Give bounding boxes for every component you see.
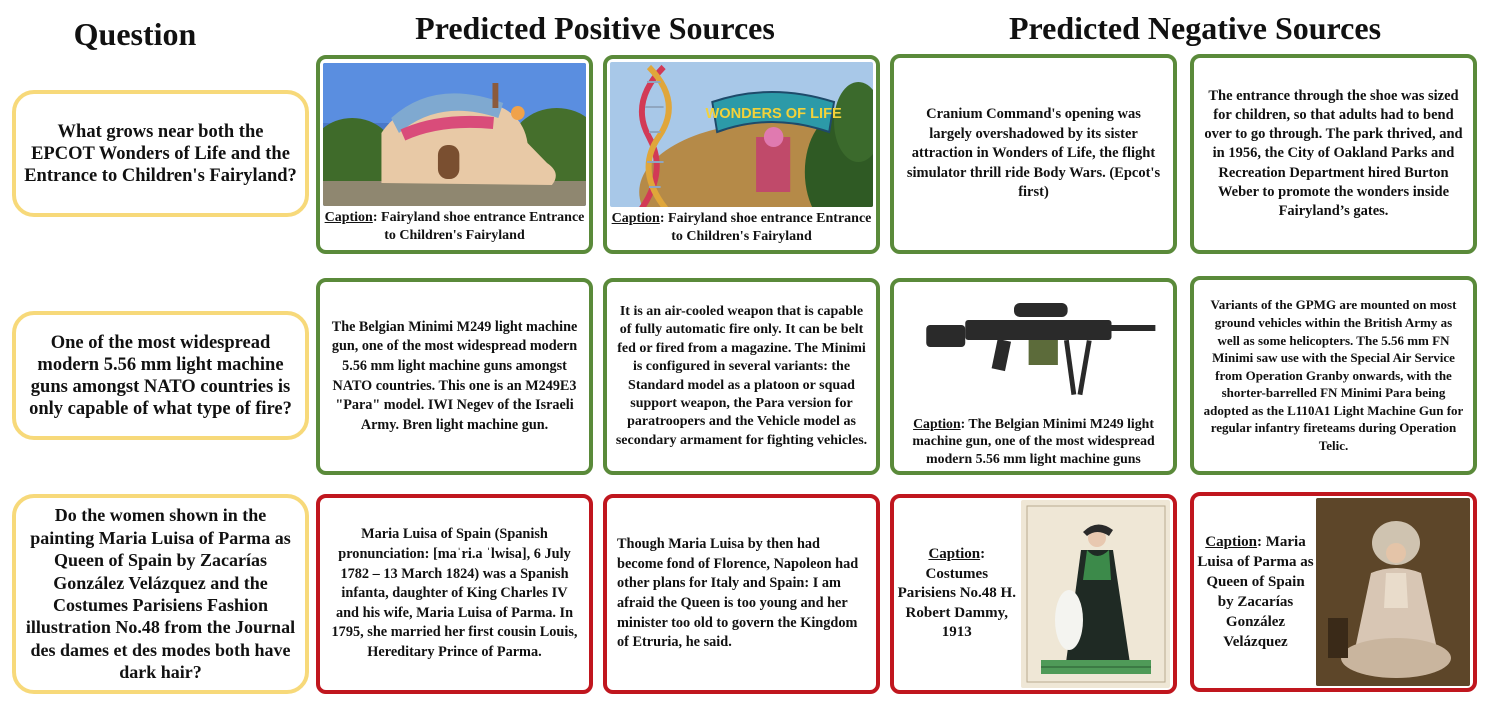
source-text-3-2: Though Maria Luisa by then had become fond of Florence, Napoleon had other plans for Italy and Spain: I am afraid the Queen is too young and her minister too old to govern the Kingdom of Etruria, he said.: [617, 536, 859, 651]
maria-luisa-painting-image: [1316, 498, 1470, 686]
question-text-1: What grows near both the EPCOT Wonders of Life and the Entrance to Children's Fairyland?: [24, 121, 297, 186]
caption-2-3: Caption: The Belgian Minimi M249 light machine gun, one of the most widespread modern 5.56 mm light machine guns: [912, 415, 1155, 466]
negative-source-card-3-1: [890, 494, 1177, 694]
positive-source-card-1-1: [316, 55, 593, 254]
positive-source-card-3-2: [603, 494, 880, 694]
source-text-3-1: Maria Luisa of Spain (Spanish pronunciation: [maˈri.a ˈlwisa], 6 July 1782 – 13 March 1824) was a Spanish infanta, daughter of King Charles IV and his wife, Maria Luisa of Parma. In 1795, she married her first cousin Louis, Hereditary Prince of Parma.: [331, 526, 578, 660]
caption-3-4: Caption: Maria Luisa of Parma as Queen of Spain by Zacarías González Velázquez: [1197, 534, 1314, 650]
question-header: Question: [73, 16, 197, 52]
source-text-2-4: Variants of the GPMG are mounted on most ground vehicles within the British Army as well as some helicopters. The 5.56 mm FN Minimi saw use with the Special Air Service from Operation Granby onwards, with the shorter-barrelled FN Minimi Para being adopted as the L110A1 Light Machine Gun for regular infantry fireteams during Operation Telic.: [1203, 297, 1464, 454]
machine-gun-image: [897, 285, 1170, 412]
question-box-2: [12, 311, 309, 440]
caption-text: Costumes Parisiens No.48 H. Robert Dammy, 1913: [897, 565, 1016, 641]
negative-source-card-1-2: [1190, 54, 1477, 254]
caption-text: Fairyland shoe entrance Entrance to Children's Fairyland: [668, 211, 872, 244]
negative-source-card-2-1: [890, 278, 1177, 475]
caption-label: Caption: [913, 415, 961, 431]
caption-label: Caption: [928, 546, 981, 563]
caption-text: Fairyland shoe entrance Entrance to Children's Fairyland: [381, 210, 585, 243]
negative-source-card-2-2: [1190, 276, 1477, 475]
source-text-2-1: The Belgian Minimi M249 light machine gun, one of the most widespread modern 5.56 mm light machine guns amongst NATO countries. This one is an M249E3 "Para" model. IWI Negev of the Israeli Army. Bren light machine gun.: [331, 318, 578, 433]
source-text-1-3: Cranium Command's opening was largely overshadowed by its sister attraction in Wonders of Life, the flight simulator thrill ride Body Wars. (Epcot's first): [906, 106, 1161, 201]
positive-source-card-3-1: [316, 494, 593, 694]
negative-source-card-1-1: [890, 54, 1177, 254]
fashion-illustration-image: [1021, 500, 1170, 688]
negative-source-card-3-2: [1190, 492, 1477, 692]
positive-source-card-2-1: [316, 278, 593, 475]
negative-sources-header: Predicted Negative Sources: [1008, 10, 1382, 46]
caption-1-1: Caption: Fairyland shoe entrance Entrance to Children's Fairyland: [324, 210, 585, 243]
caption-label: Caption: [1205, 534, 1257, 550]
positive-source-card-2-2: [603, 278, 880, 475]
fairyland-shoe-image: [323, 63, 586, 206]
caption-text: Maria Luisa of Parma as Queen of Spain by Zacarías González Velázquez: [1197, 534, 1314, 650]
source-text-1-4: The entrance through the shoe was sized for children, so that adults had to bend over to go through. The park thrived, and in 1956, the City of Oakland Parks and Recreation Department hired Burton Weber to promote the wonders inside Fairyland’s gates.: [1204, 87, 1463, 219]
source-text-2-2: It is an air-cooled weapon that is capable of fully automatic fire only. It can be belt fed or fired from a magazine. The Minimi is configured in several variants: the Standard model as a platoon or squad support weapon, the Para version for paratroopers and the Vehicle model as secondary armament for fighting vehicles.: [615, 303, 868, 448]
wonders-sign-text: WONDERS OF LIFE: [705, 105, 842, 123]
caption-label: Caption: [611, 211, 660, 226]
caption-3-3: Caption: Costumes Parisiens No.48 H. Robert Dammy, 1913: [897, 546, 1016, 641]
question-text-2: One of the most widespread modern 5.56 mm light machine guns amongst NATO countries is only capable of what type of fire?: [29, 332, 292, 419]
positive-source-card-1-2: [603, 55, 880, 254]
caption-label: Caption: [324, 210, 373, 225]
wonders-of-life-image: [610, 62, 873, 207]
question-box-3: [12, 494, 309, 694]
question-box-1: [12, 90, 309, 217]
caption-text: The Belgian Minimi M249 light machine gun, one of the most widespread modern 5.56 mm light machine guns: [912, 415, 1155, 466]
question-text-3: Do the women shown in the painting Maria Luisa of Parma as Queen of Spain by Zacarías González Velázquez and the Costumes Parisiens Fashion illustration No.48 from the Journal des dames et des modes both have dark hair?: [25, 505, 296, 683]
caption-1-2: Caption: Fairyland shoe entrance Entrance to Children's Fairyland: [611, 211, 872, 244]
positive-sources-header: Predicted Positive Sources: [415, 10, 775, 46]
